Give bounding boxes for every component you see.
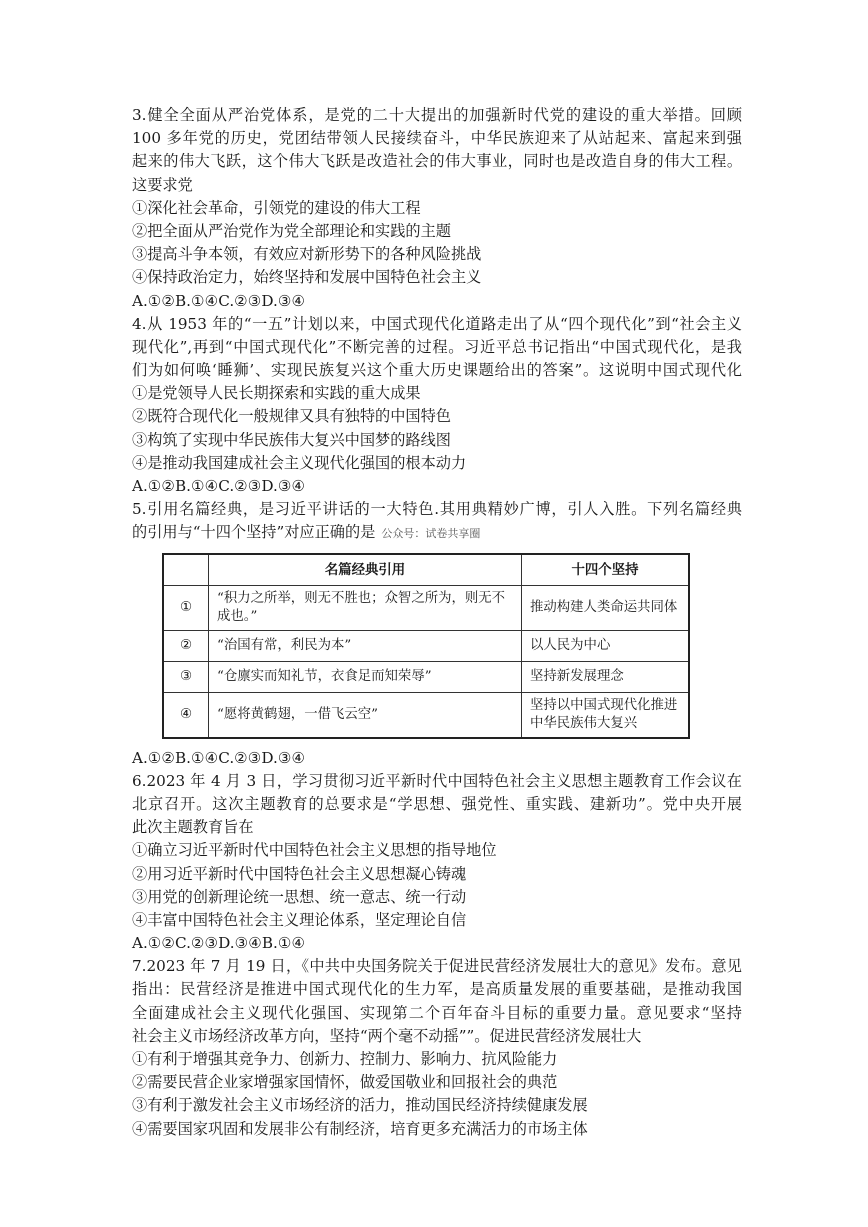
- question-6-item: ②用习近平新时代中国特色社会主义思想凝心铸魂: [132, 864, 467, 883]
- question-7-stem-line: 社会主义市场经济改革方向，坚持“两个毫不动摇””。促进民营经济发展壮大: [132, 1026, 642, 1045]
- question-3-stem-line: 起来的伟大飞跃，这个伟大飞跃是改造社会的伟大事业，同时也是改造自身的伟大工程。: [132, 152, 742, 171]
- table-cell-number: ①: [163, 585, 209, 630]
- table-cell-quote: “仓廪实而知礼节，衣食足而知荣辱”: [209, 661, 522, 692]
- question-list: [132, 104, 742, 1141]
- question-4-item: ③构筑了实现中华民族伟大复兴中国梦的路线图: [132, 430, 451, 449]
- question-3-item: ①深化社会革命，引领党的建设的伟大工程: [132, 198, 421, 217]
- watermark-text: 公众号：试卷共享圈: [381, 527, 481, 541]
- question-6-item: ④丰富中国特色社会主义理论体系，坚定理论自信: [132, 910, 467, 929]
- question-7: [132, 955, 742, 1141]
- question-4-item: ②既符合现代化一般规律又具有独特的中国特色: [132, 407, 451, 426]
- table-cell-principle: 推动构建人类命运共同体: [522, 585, 690, 630]
- question-6-stem-line: 6.2023 年 4 月 3 日，学习贯彻习近平新时代中国特色社会主义思想主题教育工作会议在: [132, 771, 742, 790]
- question-6: [132, 770, 742, 956]
- question-6-stem-line: 此次主题教育旨在: [132, 818, 254, 837]
- question-3: [132, 104, 742, 313]
- table-header-cell: [163, 554, 209, 586]
- question-3-stem-line: 100 多年党的历史，党团结带领人民接续奋斗，中华民族迎来了从站起来、富起来到强: [132, 129, 742, 148]
- question-5: [132, 498, 742, 770]
- question-3-options: A.①②B.①④C.②③D.③④: [132, 291, 306, 310]
- question-3-item: ③提高斗争本领，有效应对新形势下的各种风险挑战: [132, 245, 482, 264]
- question-7-item: ②需要民营企业家增强家国情怀，做爱国敬业和回报社会的典范: [132, 1073, 558, 1092]
- question-4-item: ①是党领导人民长期探索和实践的重大成果: [132, 384, 421, 403]
- table-cell-principle: 以人民为中心: [522, 630, 690, 661]
- table-header-cell: 十四个坚持: [522, 554, 690, 586]
- question-3-stem-line: 这要求党: [132, 175, 193, 194]
- question-3-item: ②把全面从严治党作为党全部理论和实践的主题: [132, 221, 451, 240]
- question-4-stem-line: 现代化”,再到“中国式现代化”不断完善的过程。习近平总书记指出“中国式现代化，是我: [132, 337, 742, 356]
- question-4-stem-line: 们为如何唤‘睡狮’、实现民族复兴这个重大历史课题给出的答案”。这说明中国式现代化: [132, 361, 742, 380]
- question-7-stem-line: 指出：民营经济是推进中国式现代化的生力军，是高质量发展的重要基础，是推动我国: [132, 980, 742, 999]
- table-row: [163, 661, 689, 692]
- table-header-row: [163, 554, 689, 586]
- table-header-cell: 名篇经典引用: [209, 554, 522, 586]
- quote-principle-table: [162, 553, 690, 739]
- table-cell-number: ③: [163, 661, 209, 692]
- question-5-options: A.①②B.①④C.②③D.③④: [132, 748, 306, 767]
- table-row: [163, 585, 689, 630]
- question-7-item: ③有利于激发社会主义市场经济的活力，推动国民经济持续健康发展: [132, 1096, 588, 1115]
- question-6-options: A.①②C.②③D.③④B.①④: [132, 934, 306, 953]
- question-5-stem-text: 的引用与“十四个坚持”对应正确的是: [132, 523, 376, 542]
- question-7-stem-line: 全面建成社会主义现代化强国、实现第二个百年奋斗目标的重要力量。意见要求“坚持: [132, 1003, 742, 1022]
- table-row: [163, 630, 689, 661]
- table-cell-quote: “愿将黄鹤翅，一借飞云空”: [209, 692, 522, 738]
- table-cell-principle: 坚持以中国式现代化推进中华民族伟大复兴: [522, 692, 690, 738]
- question-5-stem-line: 5.引用名篇经典，是习近平讲话的一大特色.其用典精妙广博，引人入胜。下列名篇经典: [132, 500, 742, 519]
- question-7-stem-line: 7.2023 年 7 月 19 日，《中共中央国务院关于促进民营经济发展壮大的意见》发布。意见: [132, 957, 742, 976]
- question-6-item: ③用党的创新理论统一思想、统一意志、统一行动: [132, 887, 467, 906]
- table-row: [163, 692, 689, 738]
- question-7-item: ④需要国家巩固和发展非公有制经济，培育更多充满活力的市场主体: [132, 1119, 588, 1138]
- table-cell-quote: “治国有常，利民为本”: [209, 630, 522, 661]
- question-4-stem-line: 4.从 1953 年的“一五”计划以来，中国式现代化道路走出了从“四个现代化”到“社会主义: [132, 314, 742, 333]
- table-cell-number: ④: [163, 692, 209, 738]
- question-4-item: ④是推动我国建成社会主义现代化强国的根本动力: [132, 453, 467, 472]
- table-cell-number: ②: [163, 630, 209, 661]
- question-4: [132, 313, 742, 499]
- table-cell-quote: “积力之所举，则无不胜也；众智之所为，则无不成也。”: [209, 585, 522, 630]
- table-cell-principle: 坚持新发展理念: [522, 661, 690, 692]
- question-6-stem-line: 北京召开。这次主题教育的总要求是“学思想、强党性、重实践、建新功”。党中央开展: [132, 794, 742, 813]
- question-3-item: ④保持政治定力，始终坚持和发展中国特色社会主义: [132, 268, 482, 287]
- question-3-stem-line: 3.健全全面从严治党体系，是党的二十大提出的加强新时代党的建设的重大举措。回顾: [132, 106, 742, 124]
- question-6-item: ①确立习近平新时代中国特色社会主义思想的指导地位: [132, 841, 497, 860]
- question-7-item: ①有利于增强其竞争力、创新力、控制力、影响力、抗风险能力: [132, 1050, 558, 1068]
- question-5-stem-line: [132, 521, 742, 544]
- question-4-options: A.①②B.①④C.②③D.③④: [132, 477, 306, 495]
